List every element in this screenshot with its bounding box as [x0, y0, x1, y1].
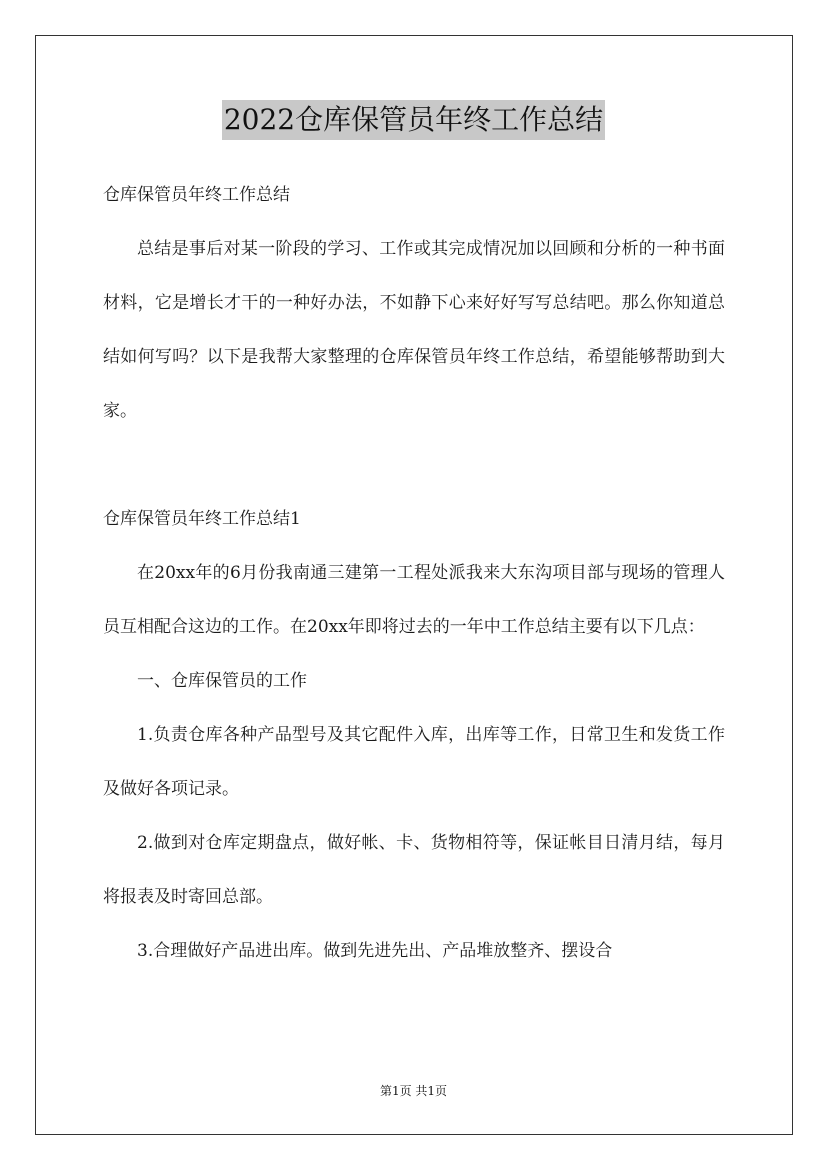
list-item-3: 3.合理做好产品进出库。做到先进先出、产品堆放整齐、摆设合 [137, 941, 613, 961]
intro-heading: 仓库保管员年终工作总结 [103, 185, 290, 205]
section1-heading: 仓库保管员年终工作总结1 [103, 509, 301, 529]
page-footer: 第1页 共1页 [379, 1084, 448, 1098]
list-item-2: 2.做到对仓库定期盘点，做好帐、卡、货物相符等，保证帐目日清月结，每月将报表及时寄回总部。 [103, 833, 725, 907]
subheading: 一、仓库保管员的工作 [137, 671, 307, 691]
document-body [103, 168, 725, 978]
title-container [0, 100, 827, 140]
list-item-1: 1.负责仓库各种产品型号及其它配件入库，出库等工作，日常卫生和发货工作及做好各项记录。 [103, 725, 725, 799]
intro-paragraph: 总结是事后对某一阶段的学习、工作或其完成情况加以回顾和分析的一种书面材料，它是增长才干的一种好办法，不如静下心来好好写写总结吧。那么你知道总结如何写吗？以下是我帮大家整理的仓库保管员年终工作总结，希望能够帮助到大家。 [103, 239, 725, 421]
blank-line [103, 438, 725, 492]
section1-paragraph: 在20xx年的6月份我南通三建第一工程处派我来大东沟项目部与现场的管理人员互相配合这边的工作。在20xx年即将过去的一年中工作总结主要有以下几点： [103, 563, 725, 637]
document-title: 2022仓库保管员年终工作总结 [222, 100, 605, 140]
